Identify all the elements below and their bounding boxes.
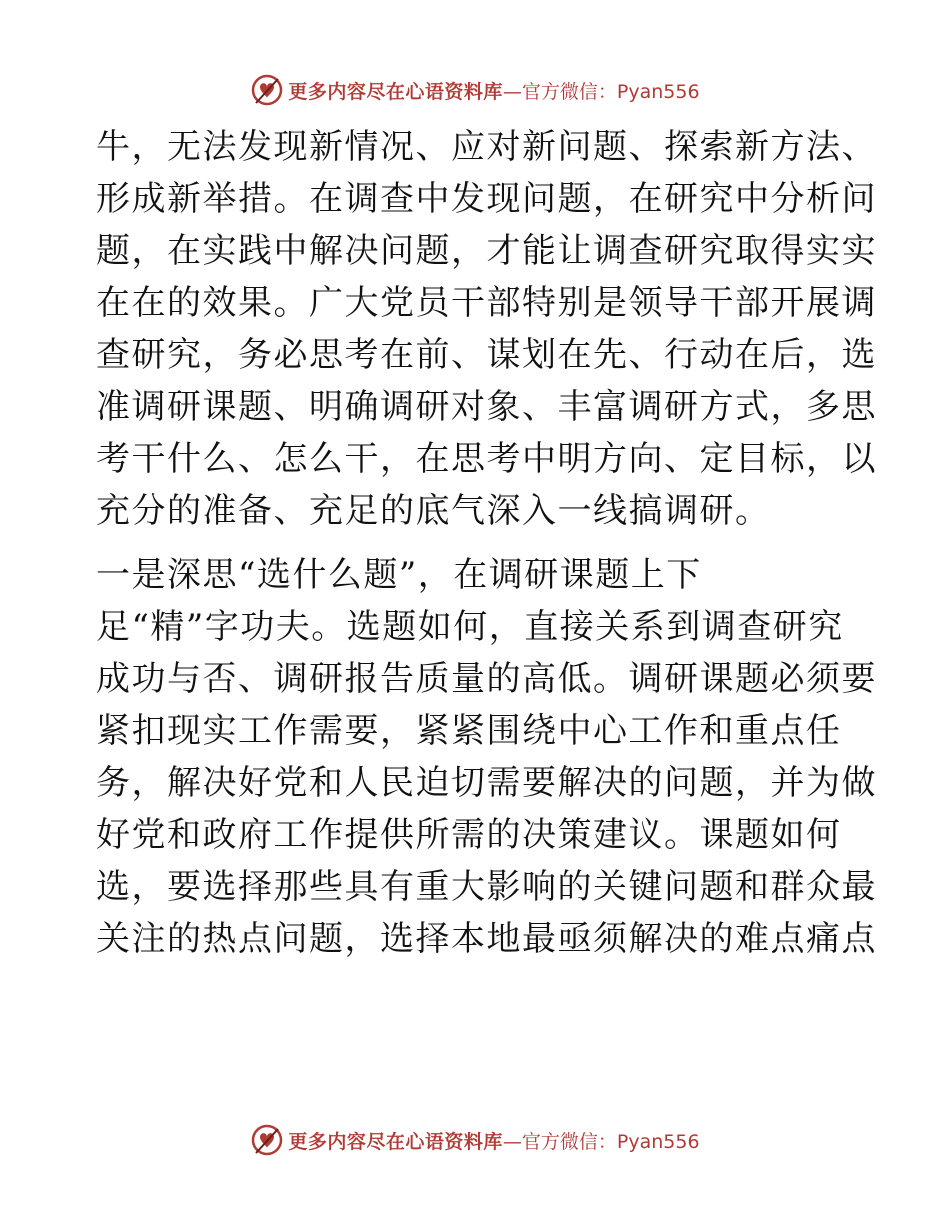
heart-pen-logo-icon [250,73,284,107]
footer-banner [0,1120,950,1160]
header-banner [0,70,950,110]
paragraph-gap [96,537,856,549]
paragraph-1 [96,121,877,537]
text-line: 查研究，务必思考在前、谋划在先、行动在后，选 [96,335,877,375]
text-line: 务，解决好党和人民迫切需要解决的问题，并为做 [96,763,877,803]
text-line: 充分的准备、充足的底气深入一线搞调研。 [96,491,771,531]
header-wechat-text: —官方微信：Pyan556 [502,80,700,103]
footer-site-text: 更多内容尽在心语资料库 [288,1130,503,1153]
text-line: 在在的效果。广大党员干部特别是领导干部开展调 [96,283,877,323]
text-line: 成功与否、调研报告质量的高低。调研课题必须要 [96,659,877,699]
document-body [96,121,877,965]
text-line: 准调研课题、明确调研对象、丰富调研方式，多思 [96,387,877,427]
text-line: 题，在实践中解决问题，才能让调查研究取得实实 [96,231,877,271]
text-line: 紧扣现实工作需要，紧紧围绕中心工作和重点任 [96,711,842,751]
text-line: 一是深思“选什么题”，在调研课题上下 [96,555,702,595]
text-line: 形成新举措。在调查中发现问题，在研究中分析问 [96,179,877,219]
text-line: 好党和政府工作提供所需的决策建议。课题如何 [96,815,842,855]
paragraph-2 [96,549,877,965]
footer-wechat-text: —官方微信：Pyan556 [502,1130,700,1153]
text-line: 选，要选择那些具有重大影响的关键问题和群众最 [96,867,877,907]
header-site-text: 更多内容尽在心语资料库 [288,80,503,103]
text-line: 足“精”字功夫。选题如何，直接关系到调查研究 [96,607,844,647]
text-line: 考干什么、怎么干，在思考中明方向、定目标，以 [96,439,877,479]
heart-pen-logo-icon [250,1123,284,1157]
text-line: 关注的热点问题，选择本地最亟须解决的难点痛点 [96,919,877,959]
text-line: 牛，无法发现新情况、应对新问题、探索新方法、 [96,127,877,167]
